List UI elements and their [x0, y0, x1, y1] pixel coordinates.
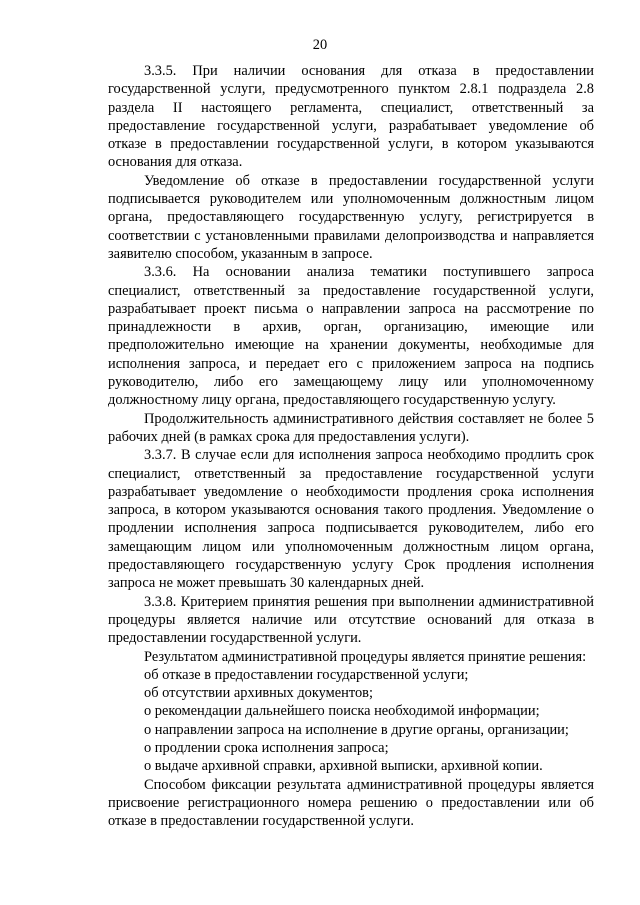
- list-item: о продлении срока исполнения запроса;: [144, 739, 389, 756]
- paragraph-3-3-7: 3.3.7. В случае если для исполнения запроса необходимо продлить срок специалист, ответственный за предоставление государственной услуги разрабатывает уведомление о необходимости продления срока исполнения запроса, в котором указываются основания такого продления. Уведомление о продлении исполнения запроса подписывается руководителем, либо его замещающим лицом или уполномоченным должностным лицом органа, предоставляющего государственную услугу Срок продления исполнения запроса не может превышать 30 календарных дней.: [108, 447, 594, 592]
- decision-list: [108, 666, 594, 776]
- paragraph-fixation-method: Способом фиксации результата административной процедуры является присвоение регистрационного номера решению о предоставлении или об отказе в предоставлении государственной услуги.: [108, 776, 594, 830]
- paragraph-result-intro: Результатом административной процедуры является принятие решения:: [144, 648, 587, 665]
- document-body: [108, 62, 594, 830]
- list-item: об отказе в предоставлении государственной услуги;: [144, 666, 469, 683]
- list-item: о выдаче архивной справки, архивной выписки, архивной копии.: [144, 758, 543, 775]
- paragraph-refusal-notice: Уведомление об отказе в предоставлении государственной услуги подписывается руководителем или уполномоченным должностным лицом органа, предоставляющего государственную услугу, регистрируется в соответствии с установленными правилами делопроизводства и направляется заявителю способом, указанным в запросе.: [108, 172, 594, 262]
- list-item: о направлении запроса на исполнение в другие органы, организации;: [144, 721, 569, 738]
- list-item: о рекомендации дальнейшего поиска необходимой информации;: [144, 703, 540, 720]
- paragraph-3-3-6: 3.3.6. На основании анализа тематики поступившего запроса специалист, ответственный за предоставление государственной услуги, разрабатывает проект письма о направлении запроса на рассмотрение по принадлежности в архив, орган, организацию, имеющие или предположительно имеющие на хранении документы, необходимые для исполнения запроса, и передает его с приложением запроса на подпись руководителю, либо его замещающему лицу или уполномоченному должностному лицу органа, предоставляющего государственную услугу.: [108, 264, 594, 409]
- paragraph-duration: Продолжительность административного действия составляет не более 5 рабочих дней (в рамках срока для предоставления услуги).: [108, 410, 594, 445]
- list-item: об отсутствии архивных документов;: [144, 685, 373, 702]
- paragraph-3-3-5: 3.3.5. При наличии основания для отказа в предоставлении государственной услуги, предусмотренного пунктом 2.8.1 подраздела 2.8 раздела II настоящего регламента, специалист, ответственный за предоставление государственной услуги, разрабатывает уведомление об отказе в предоставлении государственной услуги, в котором указываются основания для отказа.: [108, 63, 594, 171]
- page-number: 20: [312, 37, 328, 53]
- paragraph-3-3-8: 3.3.8. Критерием принятия решения при выполнении административной процедуры является наличие или отсутствие оснований для отказа в предоставлении государственной услуги.: [108, 593, 594, 647]
